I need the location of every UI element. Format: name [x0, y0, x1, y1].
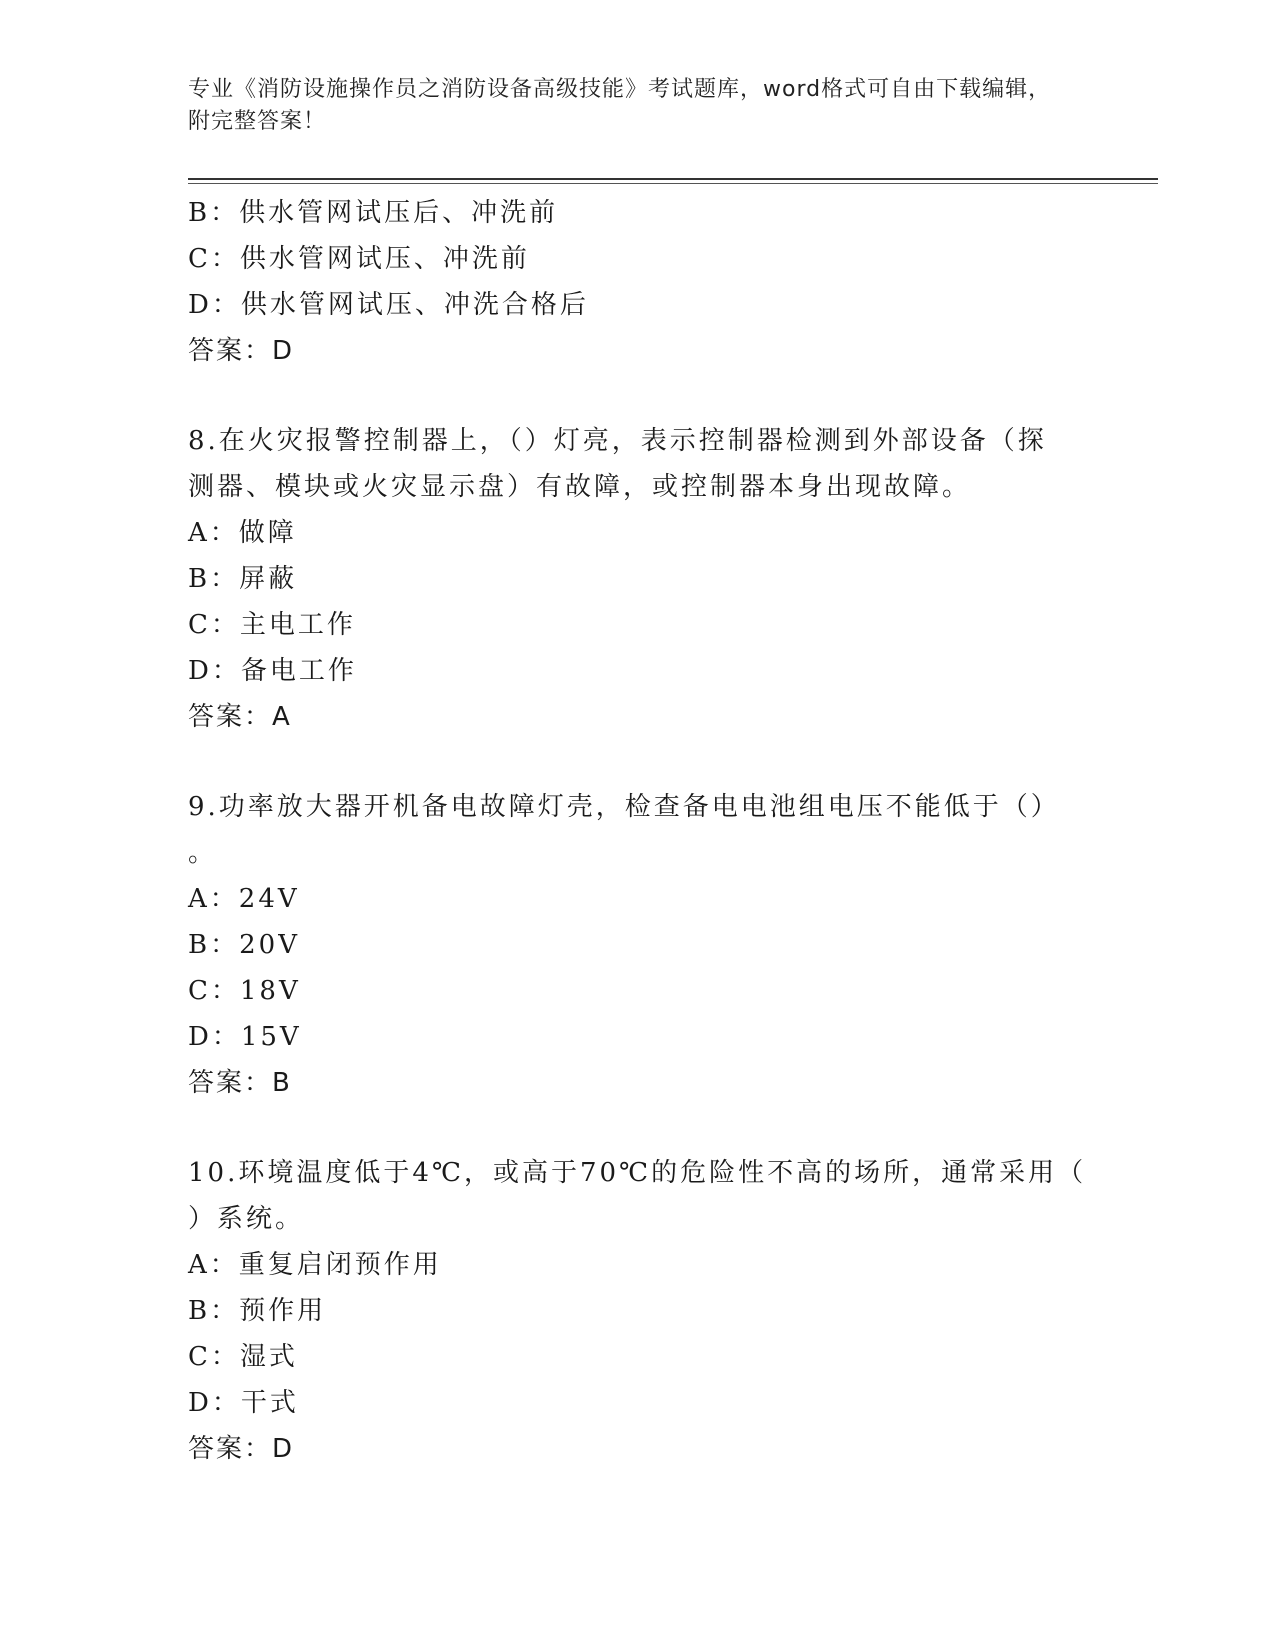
option-b: B：预作用 [188, 1296, 327, 1326]
header-divider-thin [188, 183, 1158, 184]
option-b: B：供水管网试压后、冲洗前 [188, 198, 559, 228]
header-divider-thick [188, 178, 1158, 180]
question-stem: 10.环境温度低于4℃，或高于70℃的危险性不高的场所，通常采用（ [188, 1158, 1087, 1188]
spacer [188, 374, 1088, 418]
option-d: D：干式 [188, 1388, 299, 1418]
question-stem: 8.在火灾报警控制器上，（）灯亮，表示控制器检测到外部设备（探测器、模块或火灾显示盘）有故障，或控制器本身出现故障。 [188, 426, 1047, 502]
option-c: C：湿式 [188, 1342, 298, 1372]
option-d: D：备电工作 [188, 656, 357, 686]
answer-line: 答案：A [188, 702, 292, 732]
question-stem-continued: ）系统。 [188, 1204, 305, 1234]
option-c: C：18V [188, 976, 301, 1006]
document-header: 专业《消防设施操作员之消防设备高级技能》考试题库，word格式可自由下载编辑，附完整答案！ [188, 77, 1052, 134]
answer-line: 答案：B [188, 1068, 292, 1098]
option-b: B：屏蔽 [188, 564, 298, 594]
question-9 [188, 784, 1088, 1106]
option-a: A：重复启闭预作用 [188, 1250, 442, 1280]
option-a: A：做障 [188, 518, 297, 548]
question-8 [188, 418, 1088, 740]
option-c: C：供水管网试压、冲洗前 [188, 244, 530, 274]
answer-line: 答案：D [188, 1434, 295, 1464]
spacer [188, 740, 1088, 784]
option-a: A：24V [188, 884, 300, 914]
question-10 [188, 1150, 1088, 1472]
question-stem: 9.功率放大器开机备电故障灯壳，检查备电电池组电压不能低于（） [188, 792, 1060, 822]
option-c: C：主电工作 [188, 610, 356, 640]
option-b: B：20V [188, 930, 300, 960]
question-stem-continued: 。 [188, 838, 218, 868]
answer-line: 答案：D [188, 336, 295, 366]
option-d: D：15V [188, 1022, 302, 1052]
option-d: D：供水管网试压、冲洗合格后 [188, 290, 589, 320]
question-7 [188, 190, 1088, 374]
question-list [188, 190, 1088, 1472]
spacer [188, 1106, 1088, 1150]
